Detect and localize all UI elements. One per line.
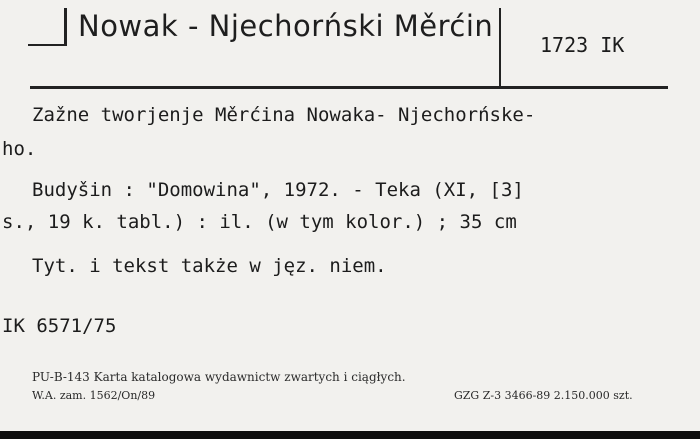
title-line-2: ho. [2, 138, 37, 160]
title-line-1: Zažne tworjenje Měrćina Nowaka- Njechorńske- [32, 104, 536, 126]
note-line: Tyt. i tekst także w jęz. niem. [32, 255, 387, 277]
imprint-line-2: s., 19 k. tabl.) : il. (w tym kolor.) ; 35 cm [2, 211, 517, 233]
card-bottom-edge [0, 431, 700, 439]
shelfmark: IK 6571/75 [2, 315, 117, 337]
heading-underline-left [28, 44, 64, 46]
catalog-number: 1723 IK [540, 33, 625, 57]
form-line-2: W.A. zam. 1562/On/89 [32, 389, 156, 402]
heading-bar-left [64, 8, 67, 46]
author-heading: Nowak - Njechorński Měrćin [78, 9, 494, 43]
form-line-1: PU-B-143 Karta katalogowa wydawnictw zwartych i ciągłych. [32, 370, 406, 384]
header-rule [30, 86, 668, 89]
heading-bar-right [499, 8, 501, 88]
print-info: GZG Z-3 3466-89 2.150.000 szt. [454, 389, 633, 402]
imprint-line-1: Budyšin : "Domowina", 1972. - Teka (XI, [3] [32, 179, 524, 201]
